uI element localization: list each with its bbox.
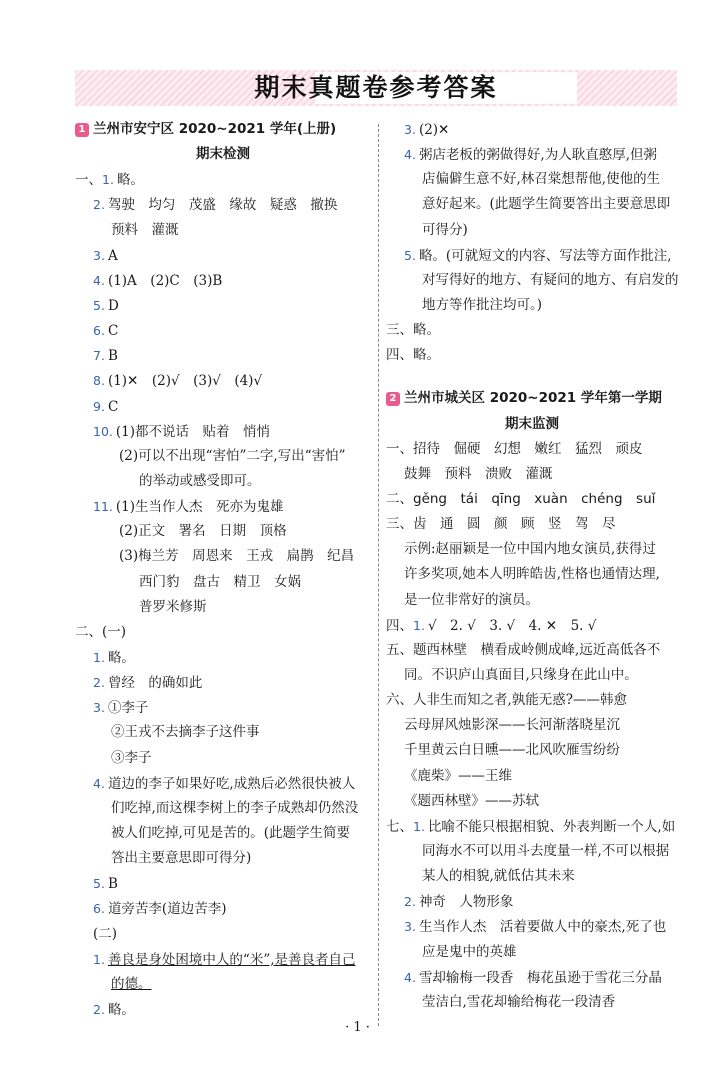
answer-line xyxy=(75,469,371,494)
answer-text: 地方等作批注均可。) xyxy=(422,296,543,313)
answer-text: 云母屏风烛影深——长河渐落晓星沉 xyxy=(404,717,620,734)
answer-text: 生当作人杰 活着要做人中的豪杰,死了也 xyxy=(418,919,667,936)
answer-line xyxy=(75,620,371,645)
column-divider xyxy=(378,124,379,1026)
question-number: 2. xyxy=(93,197,105,213)
section-title-text-1: 兰州市安宁区 2020~2021 学年(上册) xyxy=(93,121,337,137)
question-number: 4. xyxy=(404,147,416,163)
answer-text: C xyxy=(107,398,119,415)
answer-line xyxy=(386,764,678,789)
answer-line xyxy=(386,713,678,738)
answer-line xyxy=(386,990,678,1015)
answer-line xyxy=(386,142,678,167)
answer-text: B xyxy=(107,348,118,365)
answer-text: 们吃掉,而这棵李树上的李子成熟却仍然没 xyxy=(111,799,359,816)
answer-line xyxy=(75,519,371,544)
answer-text: (1)A (2)C (3)B xyxy=(107,272,223,289)
answer-line xyxy=(75,896,371,921)
answer-line xyxy=(386,889,678,914)
answer-text: 驾驶 均匀 茂盛 缘故 疑惑 撤换 xyxy=(107,197,338,214)
answer-text: 的德。 xyxy=(111,975,152,992)
answer-text: ②王戎不去摘李子这件事 xyxy=(111,724,260,741)
answer-text: 某人的相貌,就低估其未来 xyxy=(422,868,575,885)
question-number: 3. xyxy=(93,247,105,263)
answer-text: 的举动或感受即可。 xyxy=(139,472,261,489)
answer-line xyxy=(386,512,678,537)
answer-text: 西门豹 盘古 精卫 女娲 xyxy=(139,573,301,590)
answer-line xyxy=(75,997,371,1022)
answer-text: 人非生而知之者,孰能无惑?——韩愈 xyxy=(413,692,628,709)
answer-text: 对写得好的地方、有疑问的地方、有启发的 xyxy=(422,271,679,288)
answer-text: A xyxy=(107,247,118,264)
question-number: 3. xyxy=(404,122,416,137)
question-number: 2. xyxy=(93,1001,105,1017)
question-number: 6. xyxy=(93,901,105,917)
section-badge-1: 1 xyxy=(75,123,89,137)
answer-section-prefix: 一、 xyxy=(386,440,413,457)
answer-line xyxy=(386,940,678,965)
answer-section-prefix: 四、 xyxy=(386,347,413,364)
answer-line xyxy=(75,771,371,796)
page-title: 期末真题卷参考答案 xyxy=(254,73,498,102)
answer-text: 莹洁白,雪花却输给梅花一段清香 xyxy=(422,993,616,1010)
question-number: 2. xyxy=(404,894,416,910)
section-title-2 xyxy=(386,386,678,411)
answer-text: √ 2. √ 3. √ 4. ✕ 5. √ xyxy=(427,617,597,634)
answer-line xyxy=(386,688,678,713)
answer-line xyxy=(386,243,678,268)
question-number: 4. xyxy=(404,969,416,985)
question-number: 9. xyxy=(93,398,105,414)
answer-line xyxy=(386,537,678,562)
answer-text: ①李子 xyxy=(107,700,149,717)
answer-text: (2)可以不出现“害怕”二字,写出“害怕” xyxy=(119,447,346,464)
answer-text: 善良是身处困境中人的“米”,是善良者自己 xyxy=(107,951,356,968)
question-number: 1. xyxy=(93,649,105,665)
answer-text: 同海水不可以用斗去度量一样,不可以根据 xyxy=(422,842,670,859)
answer-text: ③李子 xyxy=(111,749,152,766)
answer-text: 略。 xyxy=(116,172,144,189)
answer-line xyxy=(75,922,371,947)
answer-text: 略。 xyxy=(107,1001,135,1018)
answer-line xyxy=(386,613,678,638)
answer-line xyxy=(386,663,678,688)
answer-text: 应是鬼中的英雄 xyxy=(422,943,517,960)
answer-section-prefix: 七、 xyxy=(386,818,413,835)
answer-list-right-top xyxy=(386,117,678,368)
answer-line xyxy=(386,789,678,814)
answer-line xyxy=(386,864,678,889)
answer-text: 普罗米修斯 xyxy=(139,598,207,615)
question-number: 4. xyxy=(93,775,105,791)
answer-section-prefix: 三、 xyxy=(386,322,413,339)
answer-text: 《题西林壁》——苏轼 xyxy=(404,792,539,809)
answer-section-prefix: 四、 xyxy=(386,617,413,634)
answer-text: 许多奖项,她本人明眸皓齿,性格也通情达理, xyxy=(404,566,660,583)
answer-text: 粥店老板的粥做得好,为人耿直憨厚,但粥 xyxy=(418,147,658,164)
answer-section-prefix: 一、 xyxy=(75,172,102,189)
answer-text: (1)✕ (2)√ (3)√ (4)√ xyxy=(107,373,263,390)
answer-line xyxy=(75,343,371,368)
answer-text: 鼓舞 预料 溃败 灌溉 xyxy=(404,465,553,482)
question-number: 4. xyxy=(93,272,105,288)
answer-line xyxy=(75,570,371,595)
answer-text: 略。 xyxy=(107,649,135,666)
answer-text: 《鹿柴》——王维 xyxy=(404,767,512,784)
answer-line xyxy=(75,821,371,846)
answer-line xyxy=(75,947,371,972)
answer-text: (2)✕ xyxy=(418,122,450,138)
answer-line xyxy=(386,192,678,217)
answer-line xyxy=(386,839,678,864)
answer-line xyxy=(75,871,371,896)
answer-line xyxy=(386,638,678,663)
answer-line xyxy=(386,167,678,192)
answer-text: 千里黄云白日曛——北风吹雁雪纷纷 xyxy=(404,742,620,759)
answer-line xyxy=(75,167,371,192)
answer-line xyxy=(386,117,678,142)
answer-text: 被人们吃掉,可见是苦的。(此题学生简要 xyxy=(111,824,351,841)
question-number: 1. xyxy=(413,818,425,834)
question-number: 6. xyxy=(93,323,105,339)
answer-line xyxy=(386,814,678,839)
question-number: 8. xyxy=(93,373,105,389)
question-number: 1. xyxy=(102,172,114,188)
answer-line xyxy=(75,645,371,670)
question-number: 5. xyxy=(93,297,105,313)
answer-text: 同。不识庐山真面目,只缘身在此山中。 xyxy=(404,666,638,683)
answer-text: 示例:赵丽颖是一位中国内地女演员,获得过 xyxy=(404,541,656,558)
answer-line xyxy=(75,595,371,620)
answer-text: 道旁苦李(道边苦李) xyxy=(107,901,227,918)
section-title-1 xyxy=(75,117,371,142)
answer-text: D xyxy=(107,297,119,314)
answer-line xyxy=(386,965,678,990)
answer-line xyxy=(75,544,371,569)
answer-line xyxy=(75,318,371,343)
answer-text: 雪却输梅一段香 梅花虽逊于雪花三分晶 xyxy=(418,969,662,986)
answer-section-prefix: 三、 xyxy=(386,516,413,533)
answer-text: 比喻不能只根据相貌、外表判断一个人,如 xyxy=(427,818,676,835)
answer-text: 神奇 人物形象 xyxy=(418,894,514,911)
question-number: 10. xyxy=(93,423,113,439)
answer-text: 略。 xyxy=(413,322,440,339)
answer-line xyxy=(75,218,371,243)
answer-text: 略。(可就短文的内容、写法等方面作批注, xyxy=(418,247,672,264)
question-number: 1. xyxy=(93,951,105,967)
answer-line xyxy=(75,796,371,821)
answer-text: (2)正文 署名 日期 顶格 xyxy=(119,523,287,540)
answer-line xyxy=(386,462,678,487)
answer-text: (1)都不说话 贴着 悄悄 xyxy=(115,423,271,440)
left-column xyxy=(75,117,371,1022)
section-gap xyxy=(386,368,678,386)
answer-text: 道边的李子如果好吃,成熟后必然很快被人 xyxy=(107,775,356,792)
answer-line xyxy=(386,487,678,512)
answer-text: 可得分) xyxy=(422,221,468,238)
right-column xyxy=(386,117,678,1015)
section-subtitle-1: 期末检测 xyxy=(196,146,250,163)
answer-text: 是一位非常好的演员。 xyxy=(404,591,539,608)
answer-text: gěng tái qīng xuàn chéng suǐ xyxy=(413,490,656,507)
answer-line xyxy=(75,720,371,745)
answer-section-prefix: 二、 xyxy=(75,623,102,640)
answer-text: C xyxy=(107,323,119,340)
answer-line xyxy=(386,914,678,939)
section-badge-2: 2 xyxy=(386,392,400,406)
answer-text: 略。 xyxy=(413,347,440,364)
question-number: 11. xyxy=(93,499,113,515)
question-number: 7. xyxy=(93,348,105,364)
answer-text: (二) xyxy=(93,925,118,942)
answer-text: (一) xyxy=(102,623,127,640)
page-number: · 1 · xyxy=(345,1020,370,1035)
answer-text: B xyxy=(107,876,118,893)
answer-line xyxy=(386,218,678,243)
answer-text: 招待 倔硬 幻想 嫩红 猛烈 顽皮 xyxy=(413,440,643,457)
answer-line xyxy=(75,670,371,695)
answer-line xyxy=(75,419,371,444)
answer-line xyxy=(75,972,371,997)
answer-list-right-bottom xyxy=(386,437,678,1015)
answer-section-prefix: 二、 xyxy=(386,490,413,507)
answer-line xyxy=(386,562,678,587)
section-subtitle-2: 期末监测 xyxy=(505,415,559,432)
question-number: 5. xyxy=(404,247,416,263)
answer-line xyxy=(386,738,678,763)
answer-line xyxy=(386,437,678,462)
question-number: 2. xyxy=(93,675,105,691)
answer-line xyxy=(75,494,371,519)
section-title-text-2: 兰州市城关区 2020~2021 学年第一学期 xyxy=(404,390,662,407)
answer-line xyxy=(75,192,371,217)
question-number: 3. xyxy=(404,919,416,935)
question-number: 5. xyxy=(93,876,105,892)
answer-text: 意好起来。(此题学生简要答出主要意思即 xyxy=(422,196,671,213)
answer-text: 题西林壁 横看成岭侧成峰,远近高低各不 xyxy=(413,641,661,658)
answer-line xyxy=(386,343,678,368)
answer-text: 齿 通 圆 颜 顾 竖 驾 尽 xyxy=(413,516,616,533)
answer-section-prefix: 六、 xyxy=(386,692,413,709)
answer-line xyxy=(75,394,371,419)
answer-line xyxy=(75,268,371,293)
question-number: 3. xyxy=(93,700,105,716)
answer-line xyxy=(75,293,371,318)
answer-list-left xyxy=(75,167,371,1022)
answer-text: (1)生当作人杰 死亦为鬼雄 xyxy=(115,499,284,516)
answer-line xyxy=(386,318,678,343)
question-number: 1. xyxy=(413,617,425,633)
answer-line xyxy=(75,444,371,469)
answer-text: 答出主要意思即可得分) xyxy=(111,850,252,867)
answer-line xyxy=(75,746,371,771)
answer-line xyxy=(75,368,371,393)
answer-text: (3)梅兰芳 周恩来 王戎 扁鹊 纪昌 xyxy=(119,548,355,565)
answer-line xyxy=(386,293,678,318)
answer-text: 预料 灌溉 xyxy=(111,221,179,238)
answer-section-prefix: 五、 xyxy=(386,641,413,658)
answer-text: 曾经 的确如此 xyxy=(107,675,203,692)
answer-line xyxy=(386,588,678,613)
answer-line xyxy=(75,846,371,871)
answer-line xyxy=(75,243,371,268)
title-banner xyxy=(75,70,677,106)
answer-line xyxy=(75,695,371,720)
answer-line xyxy=(386,268,678,293)
answer-text: 店偏僻生意不好,林召棠想帮他,使他的生 xyxy=(422,171,661,188)
